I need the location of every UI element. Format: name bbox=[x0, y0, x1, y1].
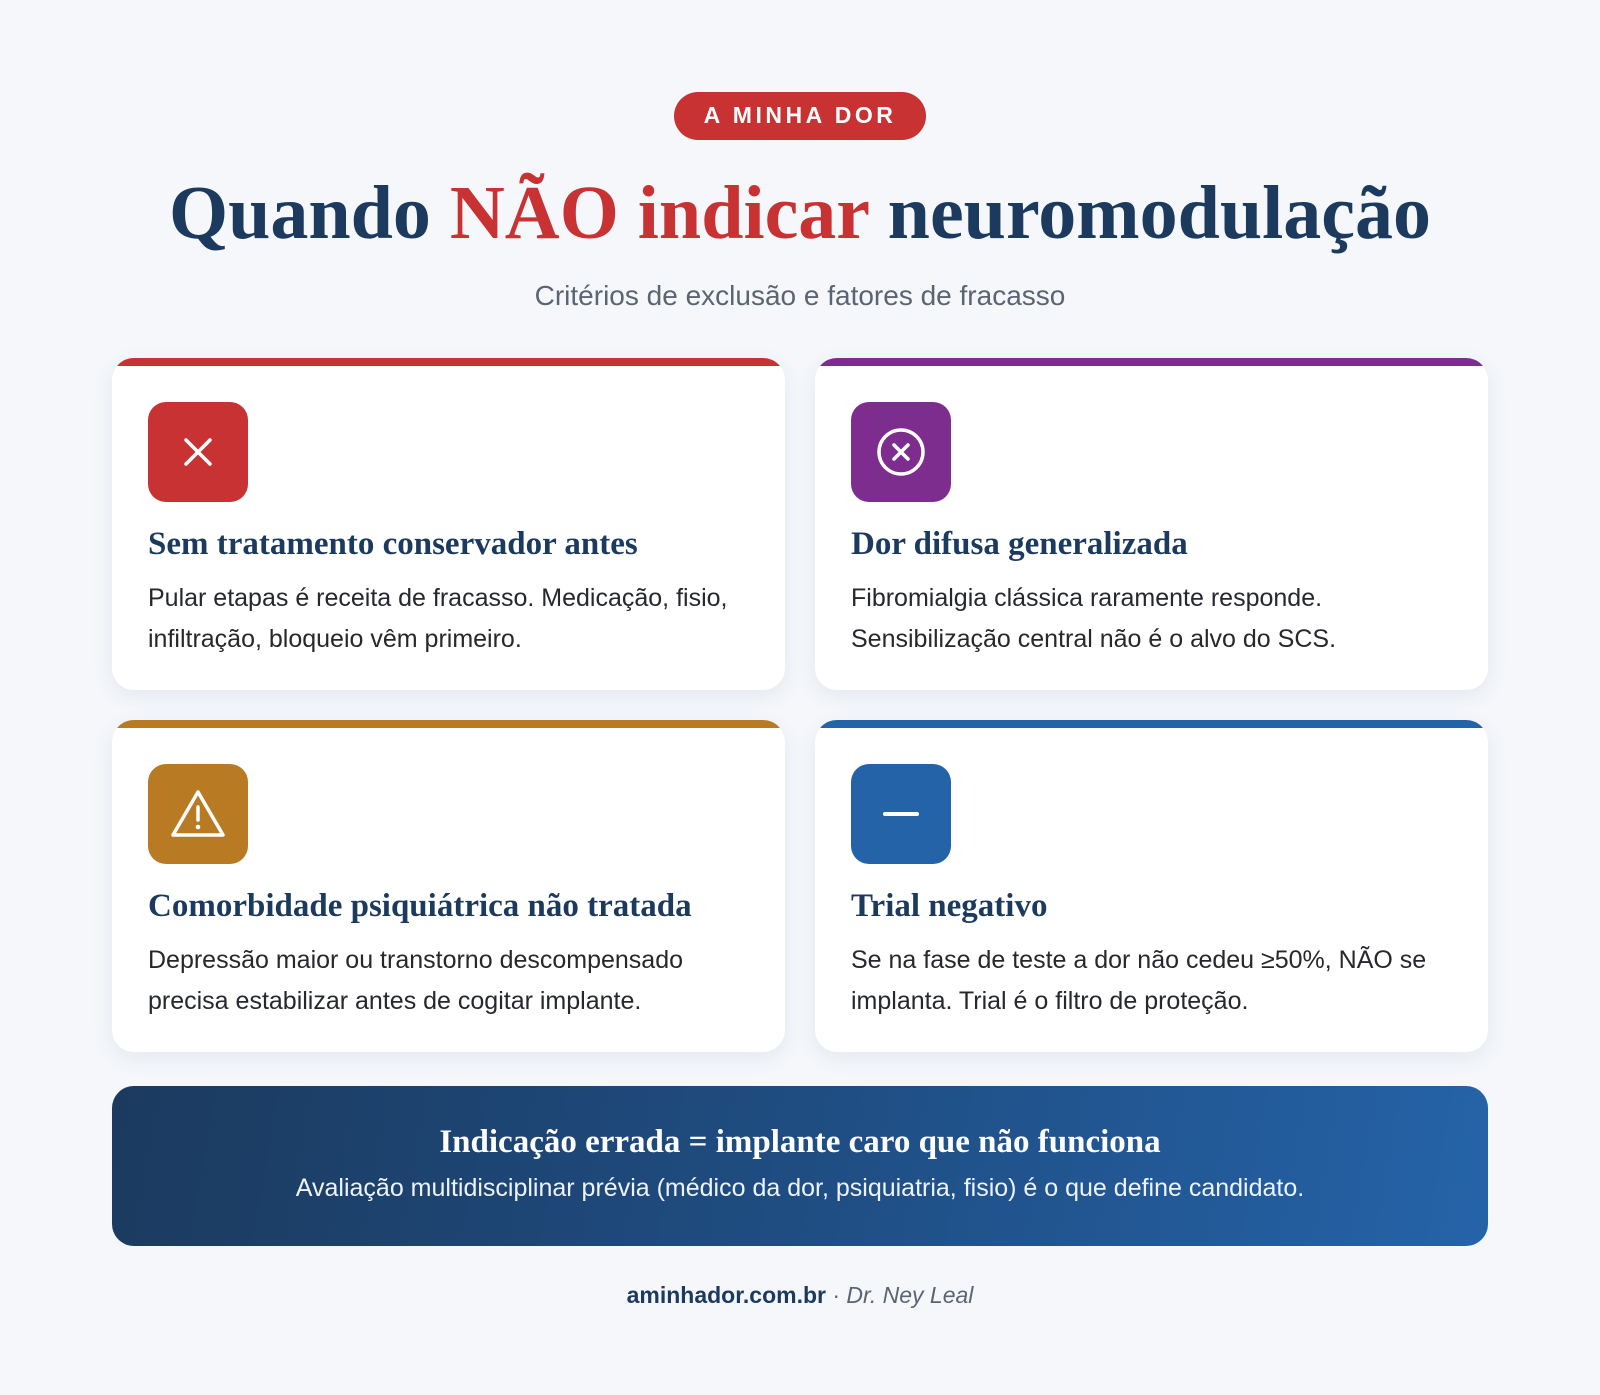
card-negative-trial bbox=[815, 720, 1488, 1052]
title-accent: NÃO indicar bbox=[449, 171, 869, 255]
card-title: Comorbidade psiquiátrica não tratada bbox=[148, 888, 692, 924]
banner-title: Indicação errada = implante caro que não funciona bbox=[439, 1124, 1161, 1160]
card-text: Pular etapas é receita de fracasso. Medicação, fisio, infiltração, bloqueio vêm primeiro. bbox=[148, 584, 728, 653]
header bbox=[0, 0, 1600, 312]
card-diffuse-pain bbox=[815, 358, 1488, 690]
card-psychiatric-comorbidity bbox=[112, 720, 785, 1052]
category-badge: A MINHA DOR bbox=[674, 92, 927, 140]
footer-author: Dr. Ney Leal bbox=[846, 1282, 974, 1308]
footer-site-link[interactable]: aminhador.com.br bbox=[626, 1282, 826, 1308]
card-title: Dor difusa generalizada bbox=[851, 526, 1188, 562]
card-title: Sem tratamento conservador antes bbox=[148, 526, 638, 562]
page-title bbox=[0, 168, 1600, 258]
card-text: Fibromialgia clássica raramente responde. Sensibilização central não é o alvo do SCS. bbox=[851, 584, 1337, 653]
minus-icon bbox=[851, 764, 951, 864]
x-icon bbox=[148, 402, 248, 502]
banner-text: Avaliação multidisciplinar prévia (médico da dor, psiquiatria, fisio) é o que define candidato. bbox=[295, 1174, 1305, 1202]
title-part-2: neuromodulação bbox=[868, 171, 1431, 255]
card-title: Trial negativo bbox=[851, 888, 1048, 924]
title-part-1: Quando bbox=[169, 171, 450, 255]
criteria-grid bbox=[112, 358, 1488, 1052]
circle-x-icon bbox=[851, 402, 951, 502]
footer bbox=[0, 1282, 1600, 1309]
card-text: Se na fase de teste a dor não cedeu ≥50%, NÃO se implanta. Trial é o filtro de proteção. bbox=[851, 946, 1427, 1015]
summary-banner bbox=[112, 1086, 1488, 1246]
footer-separator: · bbox=[825, 1282, 847, 1308]
page-subtitle: Critérios de exclusão e fatores de fracasso bbox=[534, 280, 1066, 311]
card-text: Depressão maior ou transtorno descompensado precisa estabilizar antes de cogitar implante. bbox=[148, 946, 684, 1015]
warning-triangle-icon bbox=[148, 764, 248, 864]
card-no-conservative-treatment bbox=[112, 358, 785, 690]
